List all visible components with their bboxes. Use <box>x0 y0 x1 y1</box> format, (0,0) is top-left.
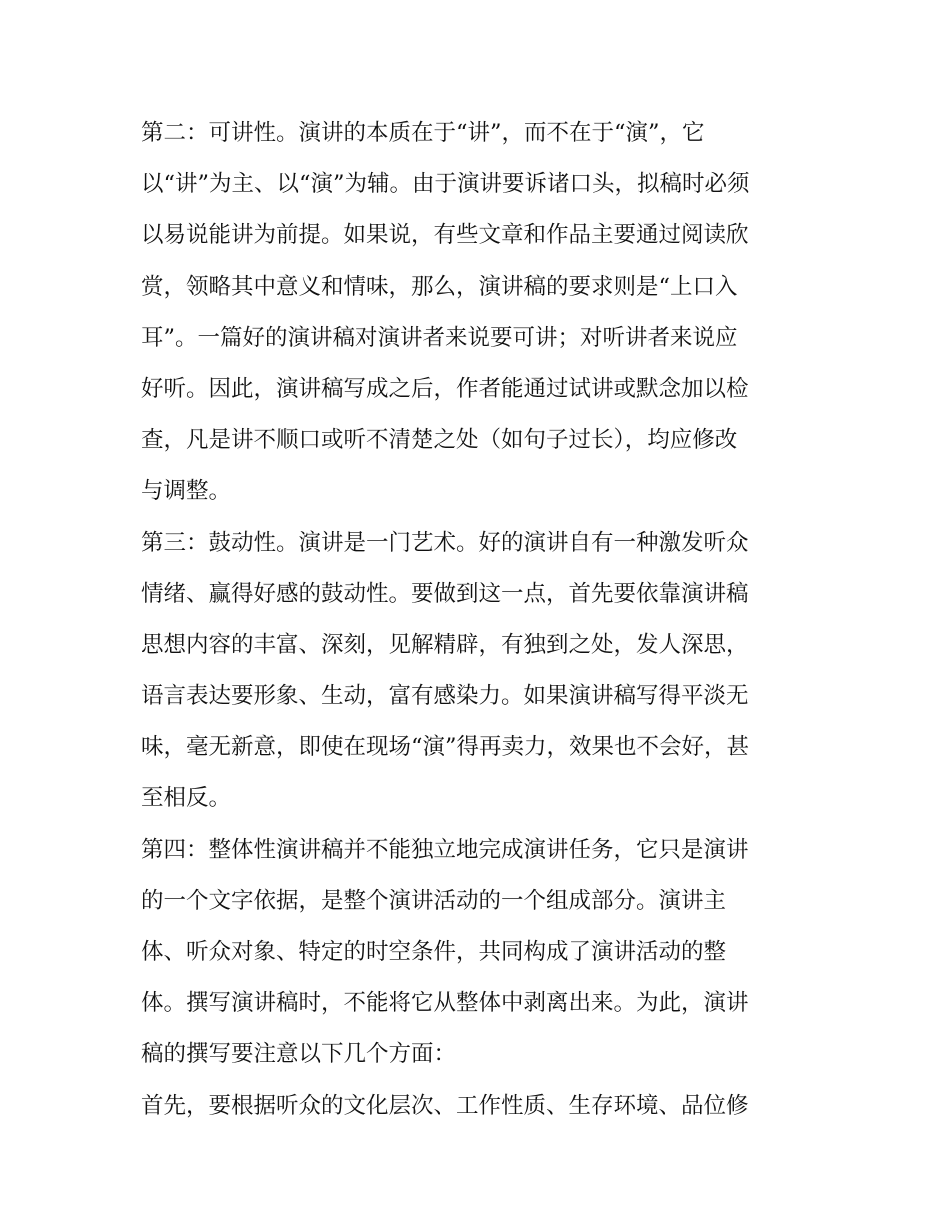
text-line: 体、听众对象、特定的时空条件，共同构成了演讲活动的整 <box>141 939 727 965</box>
body-text <box>141 108 821 1132</box>
text-line: 以易说能讲为前提。如果说，有些文章和作品主要通过阅读欣 <box>141 222 749 249</box>
text-line: 语言表达要形象、生动，富有感染力。如果演讲稿写得平淡无 <box>141 683 749 710</box>
text-line: 至相反。 <box>141 785 232 812</box>
text-line: 查，凡是讲不顺口或听不清楚之处（如句子过长），均应修改 <box>141 427 738 454</box>
text-line: 味，毫无新意，即使在现场“演”得再卖力，效果也不会好，甚 <box>141 734 750 761</box>
text-line: 耳”。一篇好的演讲稿对演讲者来说要可讲；对听讲者来说应 <box>141 324 738 351</box>
text-line: 思想内容的丰富、深刻，见解精辟，有独到之处，发人深思， <box>141 631 749 658</box>
text-line: 与调整。 <box>141 478 232 505</box>
text-line: 第四：整体性演讲稿并不能独立地完成演讲任务，它只是演讲 <box>141 836 749 863</box>
text-line: 以“讲”为主、以“演”为辅。由于演讲要诉诸口头，拟稿时必须 <box>141 171 750 198</box>
text-line: 情绪、赢得好感的鼓动性。要做到这一点，首先要依靠演讲稿 <box>141 580 749 607</box>
text-line: 稿的撰写要注意以下几个方面： <box>141 1041 457 1068</box>
text-line: 好听。因此，演讲稿写成之后，作者能通过试讲或默念加以检 <box>141 375 749 402</box>
text-line: 第三：鼓动性。演讲是一门艺术。好的演讲自有一种激发听众 <box>141 529 749 556</box>
text-line: 赏，领略其中意义和情味，那么，演讲稿的要求则是“上口入 <box>141 273 738 300</box>
text-line: 首先，要根据听众的文化层次、工作性质、生存环境、品位修 <box>141 1092 749 1119</box>
text-line: 体。撰写演讲稿时，不能将它从整体中剥离出来。为此，演讲 <box>141 990 749 1017</box>
text-line: 的一个文字依据，是整个演讲活动的一个组成部分。演讲主 <box>141 887 727 914</box>
text-line: 第二：可讲性。演讲的本质在于“讲”，而不在于“演”，它 <box>141 120 705 146</box>
